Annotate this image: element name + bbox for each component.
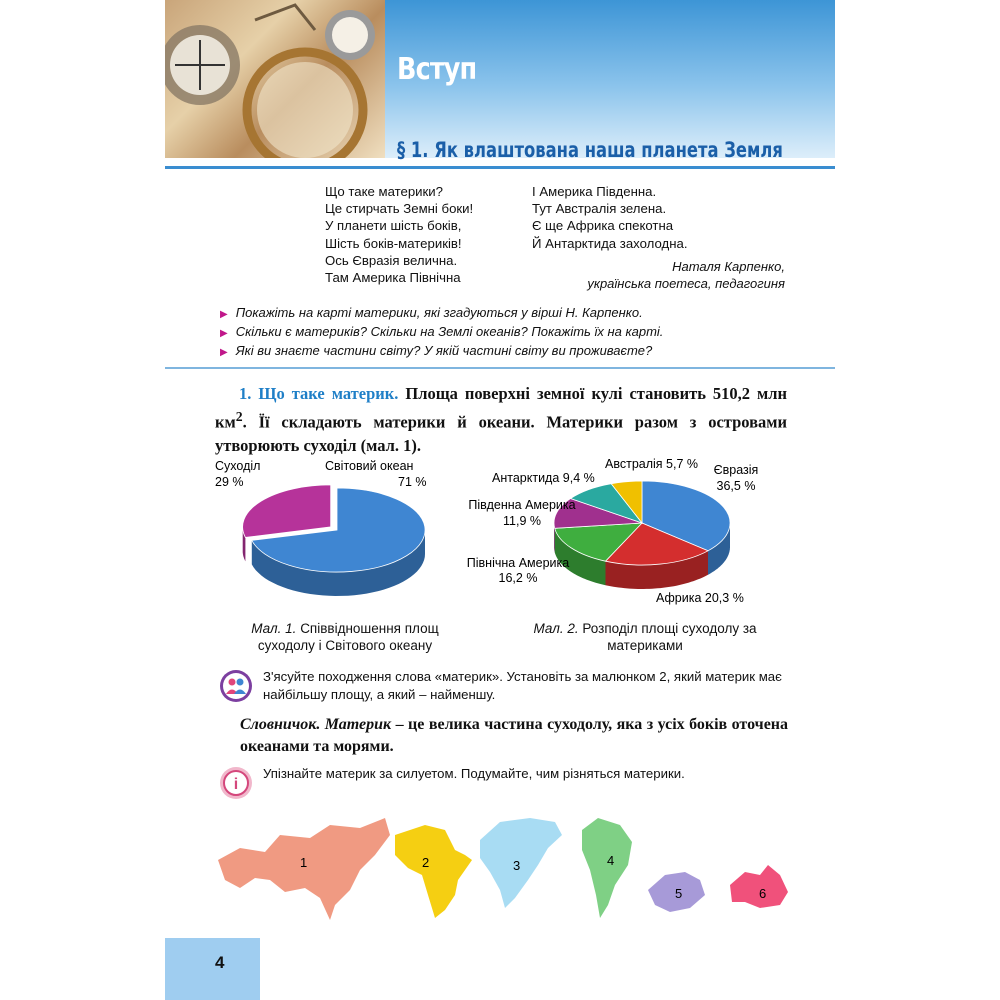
continent-silhouettes bbox=[210, 810, 810, 925]
task-list bbox=[220, 304, 663, 362]
label-eurasia-value: 36,5 % bbox=[716, 479, 756, 493]
textbook-page bbox=[165, 0, 835, 1000]
poem-line: Це стирчать Земні боки! bbox=[325, 201, 474, 217]
label-ocean-value: 71 % bbox=[398, 475, 427, 489]
silhouette-label: 2 bbox=[422, 855, 430, 870]
task-item: ▶ Які ви знаєте частини світу? У якій частині світу ви проживаєте? bbox=[220, 342, 663, 361]
poem-right-column bbox=[532, 183, 688, 252]
question-text: З'ясуйте походження слова «материк». Установіть за малюнком 2, який материк має найбільшу площу, а який – найменшу. bbox=[263, 669, 782, 702]
poem-line: У планети шість боків, bbox=[325, 218, 462, 234]
label-australia: Австралія 5,7 % bbox=[605, 457, 699, 471]
header-compass-illustration bbox=[165, 0, 385, 158]
label-eurasia-name: Євразія bbox=[713, 463, 759, 477]
compass-image bbox=[165, 0, 385, 158]
silhouette-label: 3 bbox=[513, 858, 521, 873]
paragraph-1 bbox=[215, 382, 787, 457]
task-item: ▶ Скільки є материків? Скільки на Землі океанів? Покажіть їх на карті. bbox=[220, 323, 663, 342]
page-number: 4 bbox=[215, 953, 225, 972]
caption-fig2-prefix: Мал. 2. bbox=[533, 621, 579, 636]
poem-line: Що таке материки? bbox=[325, 184, 444, 199]
poem-left-column bbox=[325, 183, 473, 286]
silhouette-africa bbox=[395, 825, 472, 918]
silhouette-label: 1 bbox=[300, 855, 308, 870]
paragraph-number: 1. bbox=[239, 384, 252, 403]
info-icon bbox=[220, 767, 252, 799]
silhouette-north-america bbox=[480, 818, 562, 908]
caption-fig2-text: Розподіл площі суходолу за материками bbox=[582, 621, 757, 653]
group-work-icon bbox=[220, 670, 252, 702]
pie-chart-continents bbox=[460, 450, 800, 615]
paragraph-text-1: Площа поверхні земної кулі становить 510,2 млн км bbox=[215, 384, 788, 432]
silhouette-south-america bbox=[582, 818, 632, 918]
silhouette-label: 6 bbox=[759, 886, 767, 901]
poem-line: Шість боків-материків! bbox=[325, 235, 462, 251]
author-name: Наталя Карпенко, bbox=[672, 259, 785, 274]
author-role: українська поетеса, педагогиня bbox=[587, 276, 785, 291]
label-antarctica: Антарктида 9,4 % bbox=[492, 471, 595, 485]
silhouette-label: 4 bbox=[607, 853, 615, 868]
info-text: Упізнайте материк за силуетом. Подумайте, чим різняться материки. bbox=[263, 766, 685, 781]
glossary-term: Материк bbox=[324, 716, 392, 733]
pie-3d-body bbox=[243, 485, 425, 596]
label-south-america-name: Південна Америка bbox=[468, 498, 576, 512]
caption-fig1-text: Співвідношення площ суходолу і Світового океану bbox=[257, 621, 439, 653]
poem-author bbox=[535, 258, 785, 292]
divider-middle bbox=[165, 367, 835, 369]
svg-text:i: i bbox=[233, 776, 239, 793]
silhouette-label: 5 bbox=[675, 886, 683, 901]
pie-slice-1 bbox=[243, 485, 331, 538]
pie-chart-land-ocean bbox=[205, 455, 445, 605]
poem-line: Й Антарктида захолодна. bbox=[532, 235, 688, 251]
caption-fig2 bbox=[525, 620, 765, 654]
divider-top bbox=[165, 166, 835, 169]
poem-line: Тут Австралія зелена. bbox=[532, 201, 667, 217]
label-south-america-value: 11,9 % bbox=[503, 514, 541, 528]
page-number-box bbox=[165, 938, 260, 1000]
poem-line: І Америка Південна. bbox=[532, 184, 657, 199]
paragraph-heading: Що таке материк. bbox=[258, 384, 399, 403]
poem-line: Ось Євразія велична. bbox=[325, 252, 458, 268]
caption-fig1-prefix: Мал. 1. bbox=[251, 621, 297, 636]
pie-3d-body bbox=[554, 481, 730, 589]
task-item: ▶ Покажіть на карті материки, які згадуються у вірші Н. Карпенко. bbox=[220, 304, 663, 323]
label-land-value: 29 % bbox=[215, 475, 244, 489]
glossary bbox=[240, 714, 788, 758]
poem-line: Там Америка Північна bbox=[325, 270, 461, 286]
label-land-name: Суходіл bbox=[215, 459, 261, 473]
glossary-label: Словничок. bbox=[240, 716, 321, 733]
poem-line: Є ще Африка спекотна bbox=[532, 218, 674, 234]
label-north-america-name: Північна Америка bbox=[466, 556, 570, 570]
label-africa: Африка 20,3 % bbox=[656, 591, 744, 605]
glossary-definition: – це велика частина суходолу, яка з усіх боків оточена океанами та морями. bbox=[240, 716, 789, 755]
superscript: 2 bbox=[235, 409, 243, 424]
chapter-title: Вступ bbox=[397, 52, 477, 87]
paragraph-text-2: . Її складають материки й океани. Материки разом з островами утворюють суходіл (мал. 1). bbox=[215, 412, 787, 455]
caption-fig1 bbox=[230, 620, 460, 654]
section-title: § 1. Як влаштована наша планета Земля bbox=[397, 138, 783, 162]
label-ocean-name: Світовий океан bbox=[325, 459, 414, 473]
label-north-america-value: 16,2 % bbox=[498, 571, 538, 585]
